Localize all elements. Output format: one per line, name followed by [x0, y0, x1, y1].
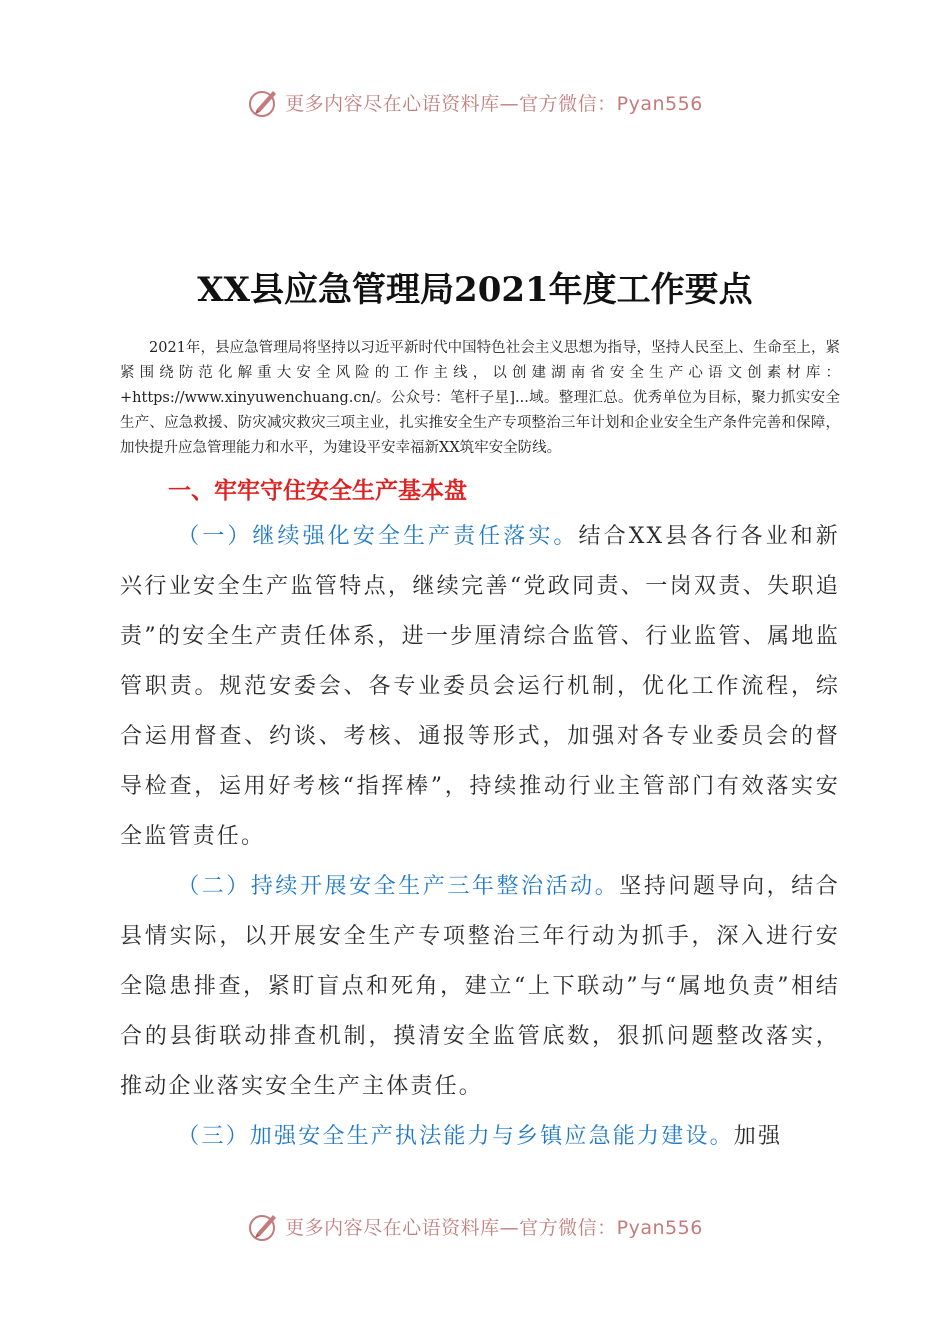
- document-title: XX县应急管理局2021年度工作要点: [197, 270, 753, 310]
- paragraph-1-text: 结合XX县各行各业和新兴行业安全生产监管特点，继续完善“党政同责、一岗双责、失职追责”的安全生产责任体系，进一步厘清综合监管、行业监管、属地监管职责。规范安委会、各专业委员会运行机制，优化工作流程，综合运用督查、约谈、考核、通报等形式，加强对各专业委员会的督导检查，运用好考核“指挥棒”，持续推动行业主管部门有效落实安全监管责任。: [120, 524, 841, 849]
- intro-paragraph: 2021年，县应急管理局将坚持以习近平新时代中国特色社会主义思想为指导，坚持人民至上、生命至上，紧紧围绕防范化解重大安全风险的工作主线，以创建湖南省安全生产心语文创素材库：+https://www.xinyuwenchuang.cn/。公众号：笔杆子星]...域。整理汇总。优秀单位为目标，聚力抓实安全生产、应急救援、防灾减灾救灾三项主业，扎实推安全生产专项整治三年计划和企业安全生产条件完善和保障，加快提升应急管理能力和水平，为建设平安幸福新XX筑牢安全防线。: [120, 340, 840, 456]
- paragraph-1: [120, 512, 840, 862]
- subtitle-3: （三）加强安全生产执法能力与乡镇应急能力建设。: [177, 1124, 734, 1149]
- subtitle-1: （一）继续强化安全生产责任落实。: [177, 524, 579, 549]
- pen-logo-icon: [247, 1209, 281, 1243]
- paragraph-3: [120, 1112, 840, 1162]
- watermark-bottom: [0, 1209, 950, 1243]
- section-heading-1: 一、牢牢守住安全生产基本盘: [168, 478, 467, 504]
- subtitle-2: （二）持续开展安全生产三年整治活动。: [177, 874, 620, 899]
- watermark-text: 更多内容尽在心语资料库—官方微信：Pyan556: [285, 1216, 703, 1239]
- paragraph-3-text: 加强: [733, 1124, 783, 1149]
- pen-logo-icon: [247, 85, 281, 119]
- watermark-text: 更多内容尽在心语资料库—官方微信：Pyan556: [285, 92, 703, 115]
- paragraph-2: [120, 862, 840, 1112]
- paragraph-2-text: 坚持问题导向，结合县情实际，以开展安全生产专项整治三年行动为抓手，深入进行安全隐患排查，紧盯盲点和死角，建立“上下联动”与“属地负责”相结合的县街联动排查机制，摸清安全监管底数，狠抓问题整改落实，推动企业落实安全生产主体责任。: [120, 874, 840, 1099]
- watermark-top: [0, 85, 950, 119]
